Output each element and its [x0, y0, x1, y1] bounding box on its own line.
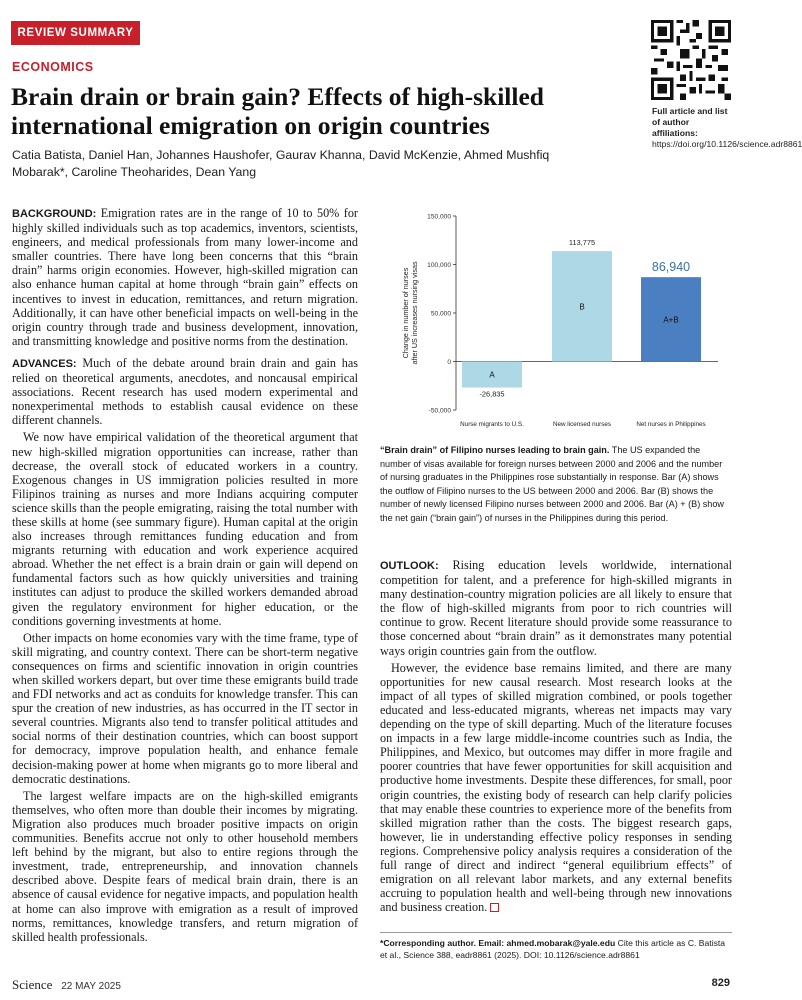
journal-name: Science [12, 977, 53, 992]
figure-caption [380, 444, 732, 526]
caption-text: The US expanded the number of visas available for foreign nurses between 2000 and 2006 and the number of nursing graduates in the Philippines rose substantially in response. Bar (A) shows the outflow of Filipino nurses to the US between 2000 and 2006. Bar (B) shows the number of newly licensed Filipino nurses between 2000 and 2006. Bar (A) + (B) show the net gain (“brain gain”) of nurses in the Philippines during this period. [380, 445, 724, 523]
qr-caption-label: Full article and list of author affiliations: [652, 106, 728, 138]
footer-left [12, 977, 121, 993]
y-tick-label: 150,000 [427, 213, 451, 221]
bar-value-label: -26,835 [479, 389, 505, 399]
y-tick-label: 100,000 [427, 262, 451, 269]
outlook-lead: OUTLOOK: [380, 560, 439, 572]
footnote-divider [380, 932, 732, 933]
background-text: Emigration rates are in the range of 10 to 50% for highly skilled individuals such as top academics, inventors, scientists, engineers, and medical professionals from many lower-income and smaller countries. There have long been concerns that this “brain drain” harms origin economies. However, high-skilled migration can also enhance human capital at home through “brain gain” effects on incentives to invest in education, remittances, and return migration. Additionally, it can have other beneficial impacts on well-being in the origin country through trade and business development, innovation, and transmitting knowledge and positive norms from the destination. [12, 206, 358, 348]
summary-bar-chart [380, 208, 722, 436]
caption-title: “Brain drain” of Filipino nurses leading to brain gain. [380, 445, 610, 455]
y-tick-label: 0 [447, 359, 451, 366]
y-tick-label: 50,000 [430, 310, 451, 318]
outlook-paragraph-2 [380, 661, 732, 915]
qr-caption [652, 106, 802, 150]
bar-value-label: 113,775 [568, 238, 596, 248]
doi-link[interactable]: https://doi.org/10.1126/science.adr8861 [652, 139, 802, 149]
background-paragraph [12, 206, 358, 348]
x-category-label: Net nurses in Philippines [636, 421, 706, 428]
advances-paragraph-3: Other impacts on home economies vary with the time frame, type of skill migrating, and country context. There can be short-term negative consequences on firms and scientific innovation in origin countries when skilled workers depart, but over time these emigrants build trade and FDI networks and act as conduits for knowledge transfer. This can spur the creation of new industries, as has occurred in the IT sector in several countries. Migrants also tend to transfer political attitudes and social norms of their destination countries, which can boost support for democracy, improve population health, and enhance female decision-making power at home when migrants go to more liberal and democratic destinations. [12, 630, 358, 786]
x-category-label: New licensed nurses [552, 421, 612, 428]
x-category-label: Nurse migrants to U.S. [460, 421, 524, 428]
qr-code-icon[interactable] [651, 20, 731, 100]
outlook-paragraph [380, 558, 732, 658]
advances-paragraph [12, 356, 358, 427]
advances-paragraph-2: We now have empirical validation of the theoretical argument that new high-skilled migration opportunities can increase, rather than decrease, the overall stock of educated workers in a country. Exogenous changes in US immigration policies resulted in more Filipinos training as nurses and more Indians acquiring computer science skills than the people emigrating, raising the total number with these skills at home (see summary figure). Human capital at the origin also increases through remittances funding education and from migrants returning with education and work experience acquired abroad. Whether the net effect is a brain drain or gain will depend on fundamental factors such as how quickly universities and training institutes can adjust to produce the skilled workers demanded abroad given the regulatory environment for higher education, or the conditions governing investments at home. [12, 430, 358, 628]
end-mark-icon [490, 903, 499, 912]
issue-date: 22 MAY 2025 [61, 981, 121, 992]
background-lead: BACKGROUND: [12, 208, 97, 220]
y-axis-label: Change in number of nursesafter US increases nursing visas [401, 261, 419, 365]
left-column [12, 206, 358, 947]
bar-letter-label: B [579, 302, 585, 312]
page-number: 829 [711, 977, 730, 989]
outlook-text-2: However, the evidence base remains limited, and there are many opportunities for new causal research. Most research looks at the impact of all types of skilled migration combined, or pools together educated and less-educated migrants, whereas net impacts may vary depending on the type of skill departing. Much of the literature focuses on impacts in a few large middle-income countries such as India, the Philippines, and Mexico, but outcomes may differ in more fragile and poorer countries that have fewer opportunities for skill acquisition and productive home investments. Despite these differences, for small, poor origin countries, the existing body of research can help clarify policies that may enable these countries to experience more of the benefits from skilled migration rather than the costs. The biggest research gaps, however, lie in understanding effective policy responses in sending regions. Comprehensive policy analysis requires a consideration of the full range of direct and indirect “general equilibrium effects” of emigration on all relevant labor markets, and any external benefits accruing to population health and well-being through new innovations and business creation. [380, 660, 732, 915]
right-column [380, 558, 732, 914]
review-summary-badge: REVIEW SUMMARY [11, 21, 140, 45]
advances-paragraph-4: The largest welfare impacts are on the high-skilled emigrants themselves, who often more than double their incomes by migrating. Migration also produces much broader positive impacts on origin communities. Benefits accrue not only to other household members left behind by the migrant, but also to entire regions through the investment, trade, entrepreneurship, and innovation channels described above. Despite fears of medical brain drain, there is an absence of causal evidence for negative impacts, and population health at home can also improve with emigration as a result of improved norms, remittances, knowledge transfers, and return migration of skilled health professionals. [12, 788, 358, 944]
outlook-text: Rising education levels worldwide, international competition for talent, and a preference for high-skilled migrants in many destination-country migration policies are all likely to ensure that the flow of high-skilled migrants from poor to rich countries will continue to grow. Recent literature should provide some reassurance to those concerned about “brain drain” as it demonstrates many potential ways origin countries gain from the outflow. [380, 558, 733, 658]
corresponding-author: *Corresponding author. Email: ahmed.mobarak@yale.edu [380, 938, 616, 948]
citation-text: Cite this article as C. Batista et al., Science 388, eadr8861 (2025). DOI: 10.1126/science.adr8861 [380, 938, 726, 961]
author-list: Catia Batista, Daniel Han, Johannes Haushofer, Gaurav Khanna, David McKenzie, Ahmed Mushfiq Mobarak*, Caroline Theoharides, Dean Yang [12, 148, 550, 179]
advances-text: Much of the debate around brain drain and gain has relied on theoretical arguments, anecdotes, and noncausal empirical associations. Recent research has used modern experimental and nonexperimental methods to establish causal evidence on these different channels. [12, 355, 359, 428]
y-tick-label: -50,000 [428, 407, 451, 415]
advances-lead: ADVANCES: [12, 357, 77, 370]
bar-value-label: 86,940 [651, 260, 691, 275]
bar-letter-label: A [489, 370, 495, 380]
article-title: Brain drain or brain gain? Effects of high-skilled international emigration on origin countries [11, 82, 544, 140]
footnote [380, 937, 732, 962]
section-label: ECONOMICS [12, 60, 94, 74]
bar-letter-label: A+B [663, 315, 679, 325]
